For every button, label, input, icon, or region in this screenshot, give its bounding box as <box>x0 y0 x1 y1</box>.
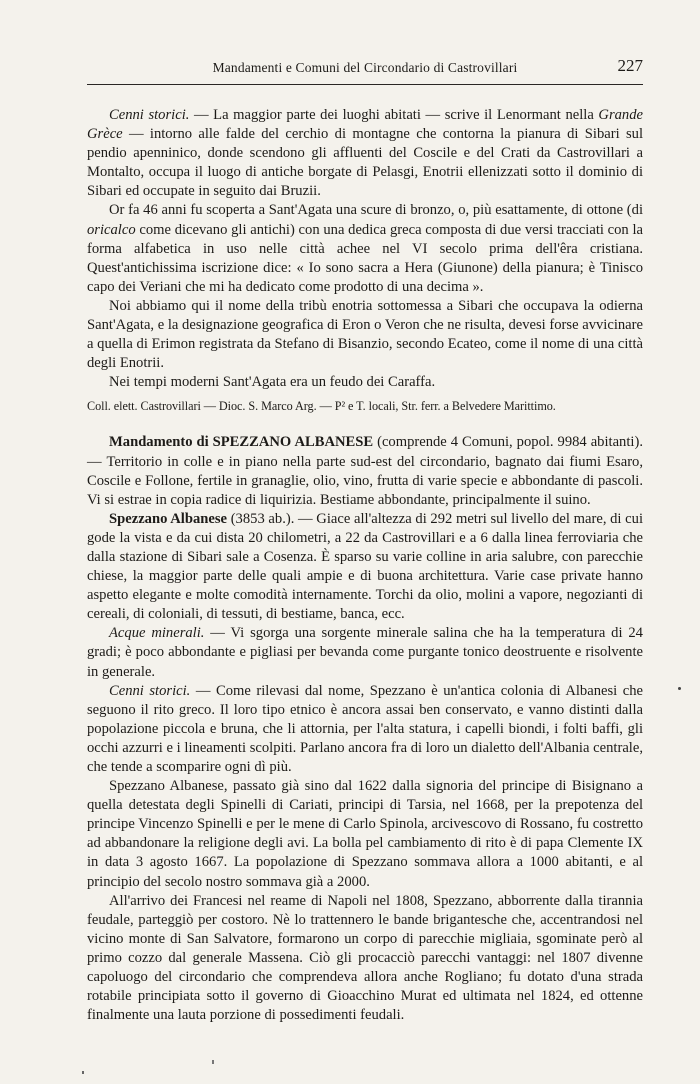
running-title: Mandamenti e Comuni del Circondario di Castrovillari <box>212 60 518 75</box>
paragraph-comune <box>87 510 643 625</box>
mandamento-lead: Mandamento di <box>109 434 213 451</box>
paragraph-text: Or fa 46 anni fu scoperta a Sant'Agata una scure di bronzo, o, più esattamente, di ottone (di <box>109 202 643 219</box>
book-title: Grande Grèce <box>87 107 643 143</box>
paragraph-mandamento <box>87 433 643 509</box>
paragraph-text: — intorno alle falde del cerchio di montagne che contorna la pianura di Sibari sul pendio apenninico, donde scendono gli affluenti del Coscile e del Crati da Castrovillari a Montalto, occupa il luogo di antiche borgate di Pelasgi, Enotrii ellenizzati sotto il dominio di Sibari ed occupate in seguito dai Bruzii. <box>87 126 643 200</box>
section-label: Cenni storici. <box>109 682 191 699</box>
paragraph-scure <box>87 201 643 296</box>
section-label: Acque minerali. <box>109 625 205 642</box>
page-header <box>87 54 643 85</box>
paragraph-storia: Spezzano Albanese, passato già sino dal 1622 dalla signoria del principe di Bisignano a quella detestata degli Spinelli di Cariati, principi di Tarsia, nel 1668, per la prepotenza del principe Vincenzo Spinelli e per le mene di Carlo Spinola, arcivescovo di Rossano, fu costretto ad abbandonare la religione degli avi. La bolla pel cambiamento di rito è di papa Clemente IX in data 3 agosto 1667. La popolazione di Spezzano sommava allora a 1000 abitanti, e al principio del secolo nostro sommava già a 2000. <box>87 778 643 890</box>
print-speck <box>212 1060 214 1064</box>
print-speck <box>82 1071 84 1074</box>
paragraph-text: — Come rilevasi dal nome, Spezzano è un'antica colonia di Albanesi che seguono il rito greco. Il loro tipo etnico è ancora assai ben conservato, e vanno distinti dalla popolazione piccola e bruna, che li attornia, per l'alta statura, i capelli biondi, i folti baffi, gli occhi azzurri e i lineamenti scolpiti. Parlano ancora fra di loro un dialetto dell'Albania centrale, che tende a scomparire ogni dì più. <box>87 682 643 775</box>
administrative-notes: Coll. elett. Castrovillari — Dioc. S. Marco Arg. — P² e T. locali, Str. ferr. a Belvedere Marittimo. <box>87 399 556 414</box>
paragraph-text: (3853 ab.). — Giace all'altezza di 292 metri sul livello del mare, di cui gode la vista e da cui dista 20 chilometri, a 22 da Castrovillari e a 6 dalla linea ferroviaria che dalla stazione di Sibari sale a Cosenza. È sparso su varie colline in aria salubre, con parecchie chiese, la maggior parte delle quali ampie e di buona architettura. Varie case private hanno aspetto elegante e molte comodità internamente. Torchi da olio, molini a vapore, negozianti di cereali, di coloniali, di tessuti, di bestiame, banca, ecc. <box>87 510 643 623</box>
mandamento-name: SPEZZANO ALBANESE <box>212 434 374 451</box>
comune-name: Spezzano Albanese <box>109 510 228 527</box>
body-text <box>87 106 643 1025</box>
paragraph-cenni-storici-santagata <box>87 106 643 201</box>
page-number: 227 <box>617 56 643 75</box>
paragraph-francesi: All'arrivo dei Francesi nel reame di Napoli nel 1808, Spezzano, abborrente dalla tirannia feudale, parteggiò per costoro. Nè lo trattennero le bande brigantesche che, accentrandosi nel vicino monte di San Salvatore, formarono un corpo di parecchie migliaia, sgominate però al primo cozzo dal generale Massena. Ciò gli procacciò parecchi vantaggi: nel 1807 divenne capoluogo del circondario che comprendeva allora anche Rogliano; fu dotato d'una strada rotabile principiata sotto il governo di Gioacchino Murat ed ultimata nel 1824, ed ottenne finalmente una lauta porzione di possedimenti feudali. <box>87 892 643 1024</box>
paragraph-feudo: Nei tempi moderni Sant'Agata era un feudo dei Caraffa. <box>109 374 436 391</box>
margin-dot <box>678 687 681 690</box>
paragraph-text: come dicevano gli antichi) con una dedica greca composta di due versi tracciati con la forma alfabetica in uso nelle città achee nel VI secolo prima dell'êra cristiana. Quest'antichissima iscrizione dice: « Io sono sacra a Hera (Giunone) della pianura; è Tinisco capo dei Veriani che mi ha dedicato come prodotto di una decima ». <box>87 221 643 295</box>
paragraph-tribu: Noi abbiamo qui il nome della tribù enotria sottomessa a Sibari che occupava la odierna Sant'Agata, e la designazione geografica di Eron o Veron che ne risulta, devesi forse avvicinare a quella di Erimon registrata da Stefano di Bisanzio, secondo Ecateo, come il nome di una città degli Enotrii. <box>87 297 643 372</box>
paragraph-text: — Vi sgorga una sorgente minerale salina che ha la temperatura di 24 gradi; è poco abbondante e pigliasi per bevanda come purgante tonico deostruente e risolvente in generale. <box>87 625 643 680</box>
paragraph-acque-minerali <box>87 624 643 681</box>
section-label: Cenni storici. <box>109 107 190 123</box>
paragraph-text: — La maggior parte dei luoghi abitati — scrive il Lenormant nella <box>189 107 599 123</box>
italic-word: oricalco <box>87 221 136 238</box>
paragraph-cenni-storici-spezzano <box>87 682 643 777</box>
paragraph-text: (comprende 4 Comuni, popol. 9984 abitanti). — Territorio in colle e in piano nella parte sud-est del circondario, bagnato dai fiumi Esaro, Coscile e Follone, fertile in granaglie, olio, vino, frutta di varie specie e abbondante di pascoli. Vi si estrae in copia radice di liquirizia. Bestiame abbondante, principalmente il suino. <box>87 434 643 508</box>
